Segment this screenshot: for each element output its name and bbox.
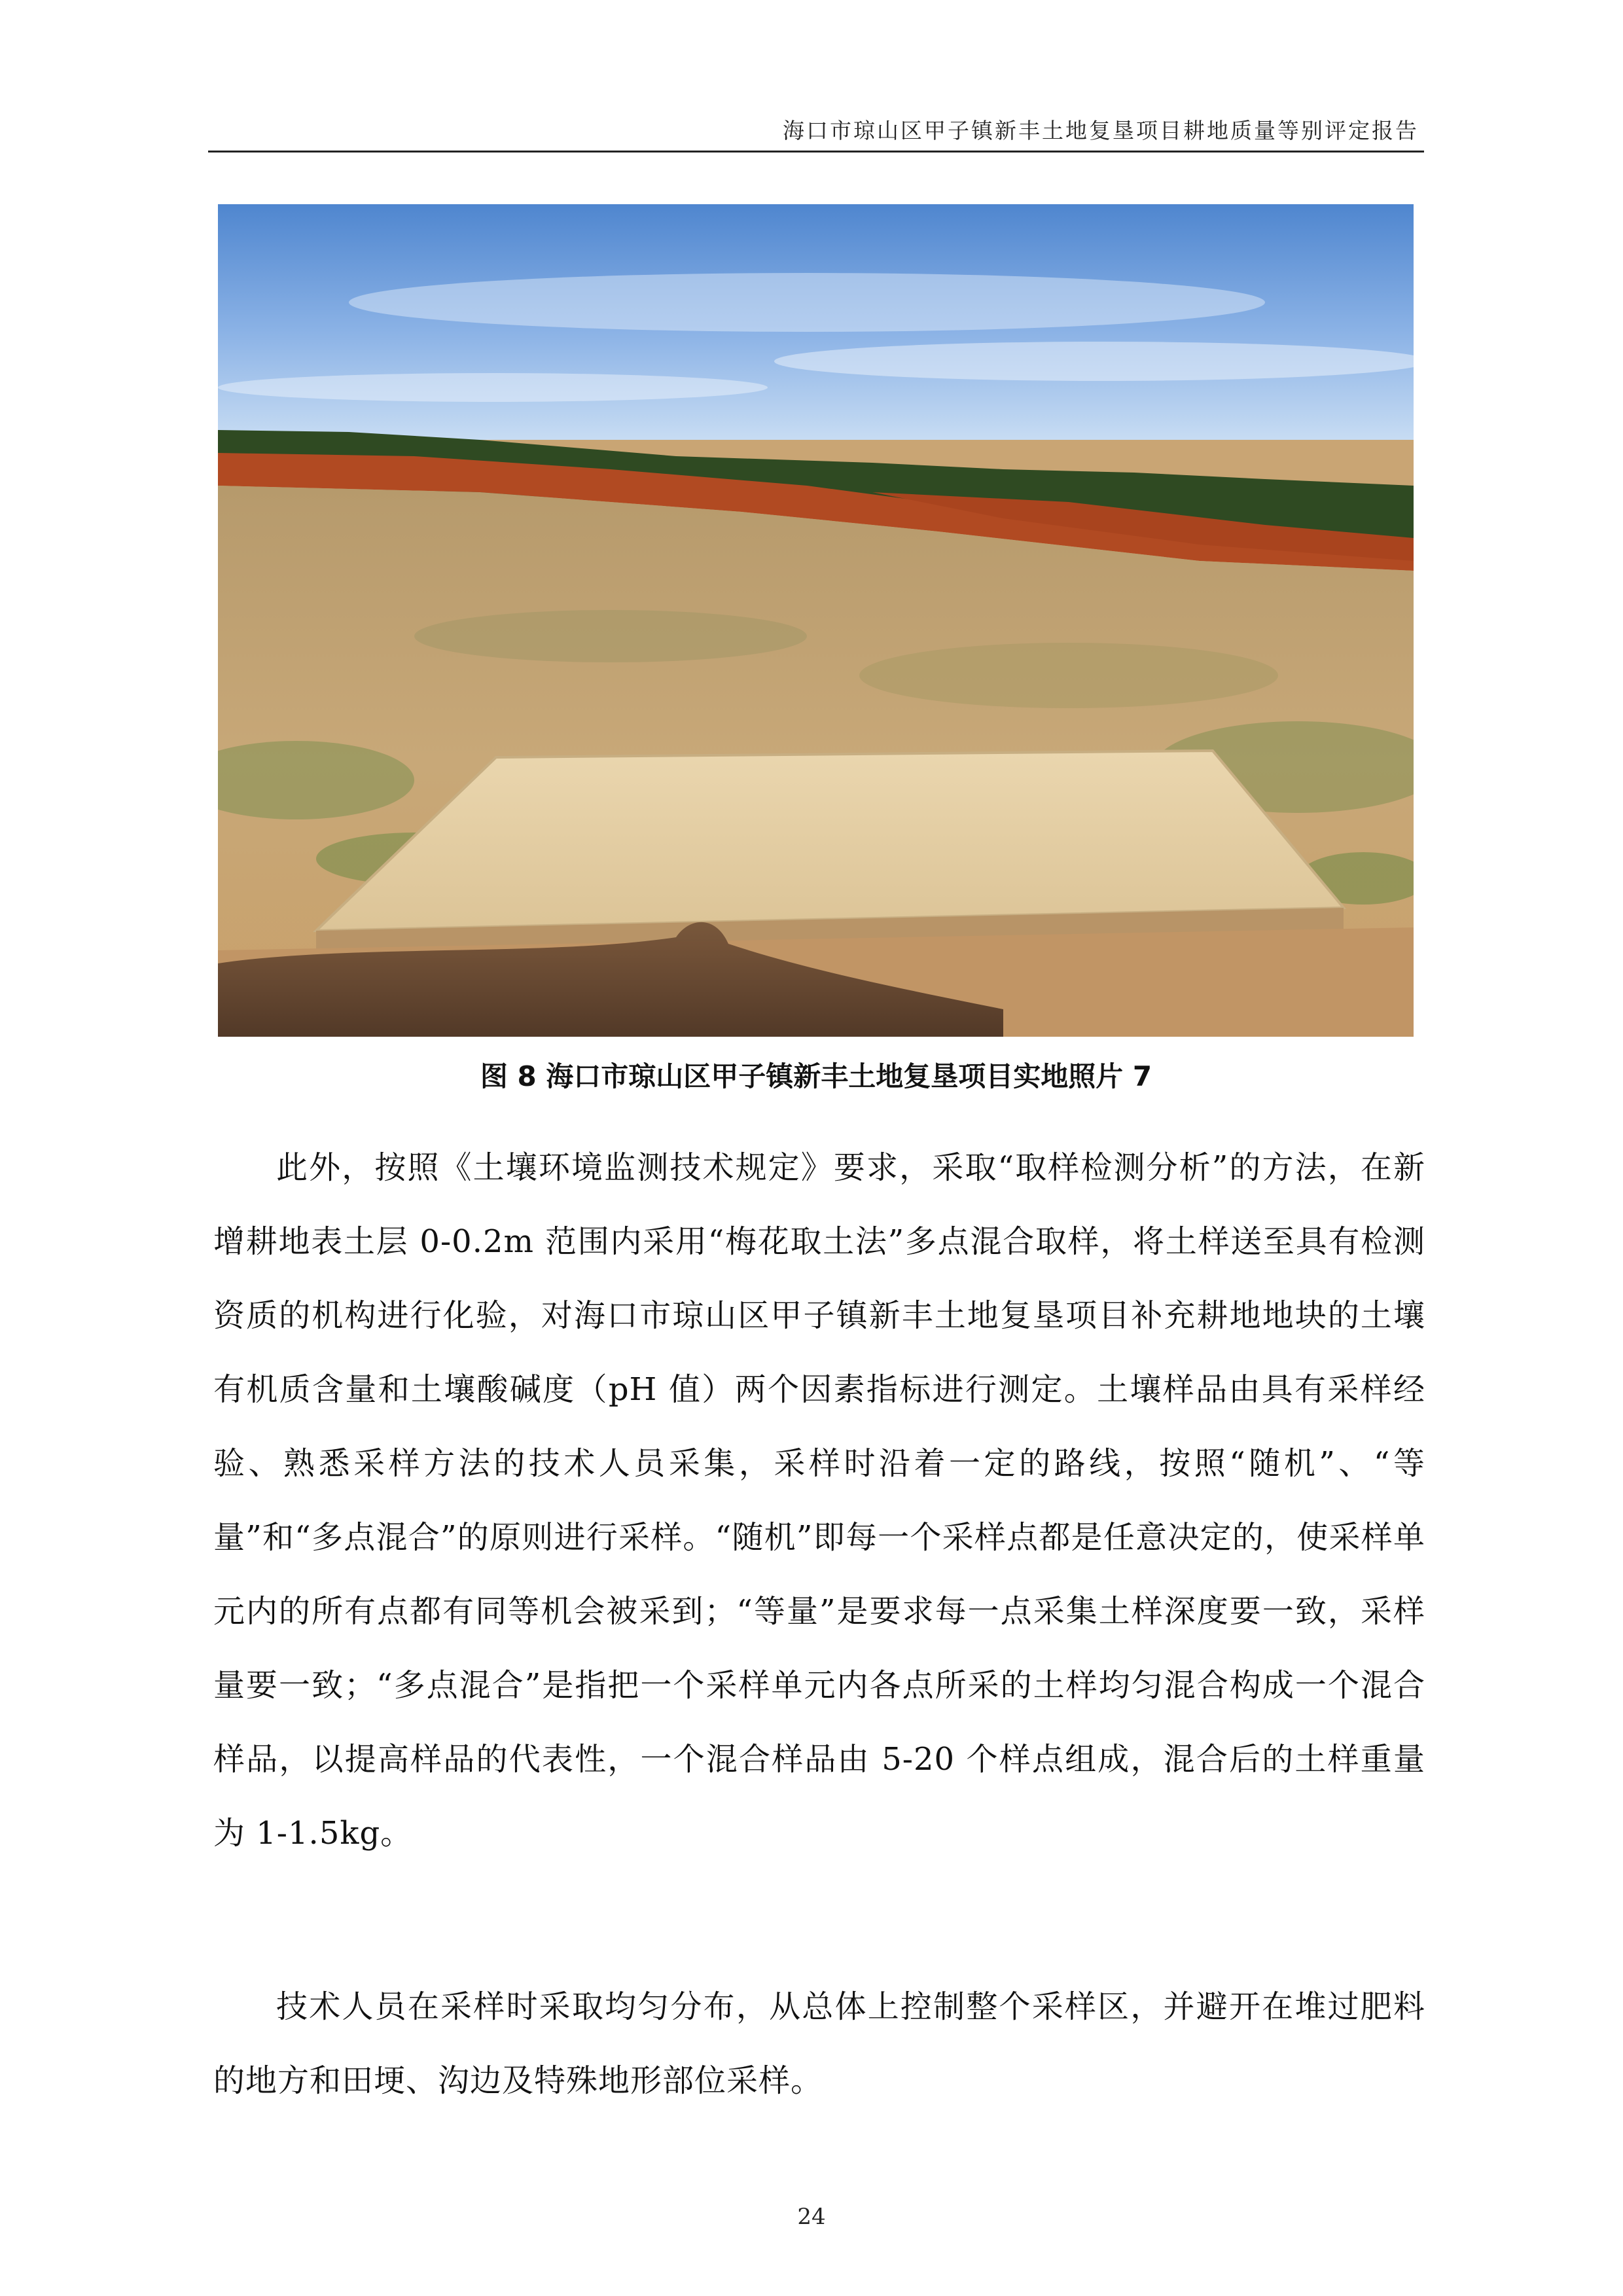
body-paragraph-2: 技术人员在采样时采取均匀分布，从总体上控制整个采样区，并避开在堆过肥料的地方和田埂、沟边及特殊地形部位采样。 [213, 1988, 1425, 2099]
field-photo-illustration [218, 204, 1414, 1037]
body-paragraph-1: 此外，按照《土壤环境监测技术规定》要求，采取“取样检测分析”的方法，在新增耕地表土层 0-0.2m 范围内采用“梅花取土法”多点混合取样，将土样送至具有检测资质的机构进行化验，对海口市琼山区甲子镇新丰土地复垦项目补充耕地地块的土壤有机质含量和土壤酸碱度（pH 值）两个因素指标进行测定。土壤样品由具有采样经验、熟悉采样方法的技术人员采集，采样时沿着一定的路线，按照“随机”、“等量”和“多点混合”的原则进行采样。“随机”即每一个采样点都是任意决定的，使采样单元内的所有点都有同等机会被采到；“等量”是要求每一点采集土样深度要一致，采样量要一致；“多点混合”是指把一个采样单元内各点所采的土样均匀混合构成一个混合样品，以提高样品的代表性，一个混合样品由 5-20 个样点组成，混合后的土样重量为 1-1.5kg。 [213, 1149, 1425, 1852]
field-photo [218, 204, 1414, 1037]
header-title: 海口市琼山区甲子镇新丰土地复垦项目耕地质量等别评定报告 [783, 118, 1419, 143]
page-header [208, 110, 1424, 152]
page-number: 24 [797, 2204, 826, 2230]
figure-caption: 图 8 海口市琼山区甲子镇新丰土地复垦项目实地照片 7 [480, 1060, 1152, 1092]
